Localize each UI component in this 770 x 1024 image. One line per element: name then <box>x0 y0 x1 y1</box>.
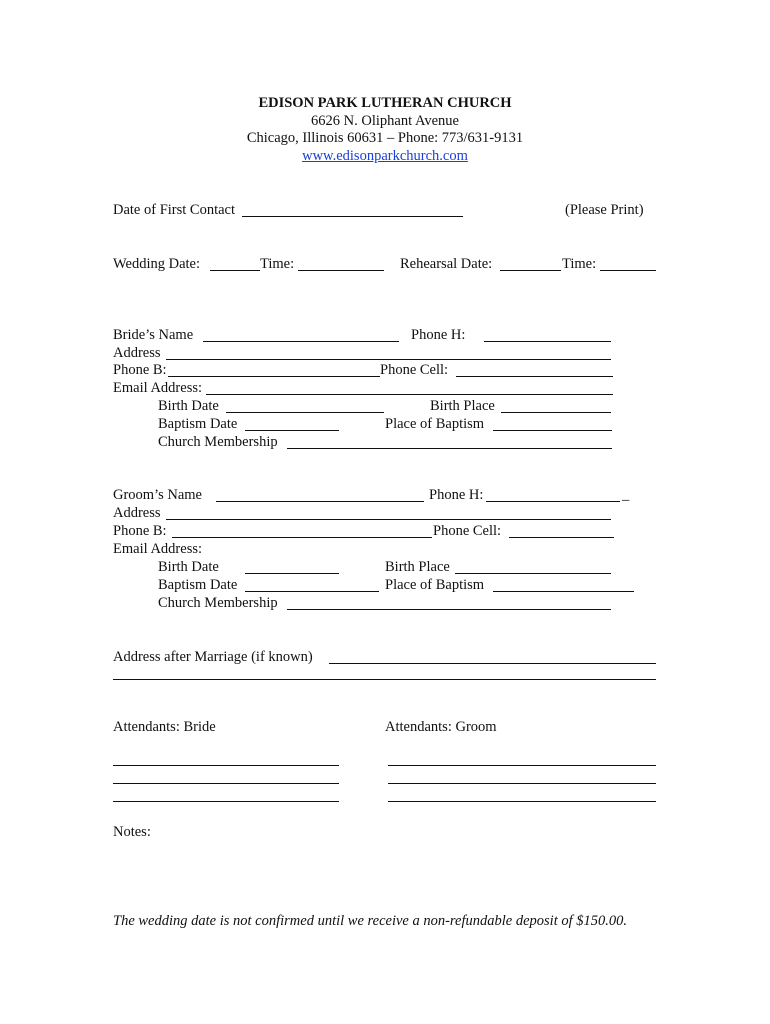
groom-address-label: Address <box>113 505 161 521</box>
attendant-bride-line-1[interactable] <box>113 765 339 766</box>
groom-phone-b-field[interactable] <box>172 537 432 538</box>
bride-church-membership-label: Church Membership <box>158 434 278 450</box>
bride-name-field[interactable] <box>203 341 399 342</box>
groom-birth-date-label: Birth Date <box>158 559 219 575</box>
deposit-notice: The wedding date is not confirmed until we receive a non-refundable deposit of $150.00. <box>113 913 627 929</box>
bride-phone-cell-field[interactable] <box>456 376 613 377</box>
wedding-date-field[interactable] <box>210 270 260 271</box>
attendant-groom-line-3[interactable] <box>388 801 656 802</box>
groom-phone-h-field[interactable] <box>486 501 620 502</box>
groom-baptism-date-field[interactable] <box>245 591 379 592</box>
address-after-marriage-label: Address after Marriage (if known) <box>113 649 313 665</box>
please-print-note: (Please Print) <box>565 202 644 218</box>
bride-birth-place-field[interactable] <box>501 412 611 413</box>
rehearsal-date-label: Rehearsal Date: <box>400 256 493 272</box>
notes-label: Notes: <box>113 824 151 840</box>
groom-name-label: Groom’s Name <box>113 487 202 503</box>
bride-phone-h-label: Phone H: <box>411 327 466 343</box>
groom-place-of-baptism-label: Place of Baptism <box>385 577 485 593</box>
groom-name-field[interactable] <box>216 501 424 502</box>
bride-birth-place-label: Birth Place <box>430 398 495 414</box>
groom-church-membership-field[interactable] <box>287 609 611 610</box>
attendants-groom-label: Attendants: Groom <box>385 719 497 735</box>
bride-email-field[interactable] <box>206 394 613 395</box>
church-street: 6626 N. Oliphant Avenue <box>311 113 459 129</box>
bride-birth-date-label: Birth Date <box>158 398 219 414</box>
address-after-marriage-field-2[interactable] <box>113 679 656 680</box>
address-after-marriage-field-1[interactable] <box>329 663 656 664</box>
bride-phone-h-field[interactable] <box>484 341 611 342</box>
groom-church-membership-label: Church Membership <box>158 595 278 611</box>
groom-phone-cell-label: Phone Cell: <box>433 523 502 539</box>
groom-email-label: Email Address: <box>113 541 203 557</box>
attendants-bride-label: Attendants: Bride <box>113 719 216 735</box>
wedding-time-label: Time: <box>260 256 295 272</box>
church-name: EDISON PARK LUTHERAN CHURCH <box>258 95 512 111</box>
groom-phone-b-label: Phone B: <box>113 523 167 539</box>
rehearsal-time-label: Time: <box>562 256 597 272</box>
date-first-contact-label: Date of First Contact <box>113 202 236 218</box>
bride-birth-date-field[interactable] <box>226 412 384 413</box>
groom-address-field[interactable] <box>166 519 611 520</box>
rehearsal-time-field[interactable] <box>600 270 656 271</box>
bride-baptism-date-field[interactable] <box>245 430 339 431</box>
wedding-time-field[interactable] <box>298 270 384 271</box>
bride-phone-cell-label: Phone Cell: <box>380 362 449 378</box>
church-website-link[interactable]: www.edisonparkchurch.com <box>302 148 468 164</box>
bride-phone-b-field[interactable] <box>168 376 380 377</box>
bride-name-label: Bride’s Name <box>113 327 194 343</box>
attendant-groom-line-2[interactable] <box>388 783 656 784</box>
church-city-phone: Chicago, Illinois 60631 – Phone: 773/631-9131 <box>246 130 524 146</box>
bride-email-label: Email Address: <box>113 380 203 396</box>
bride-baptism-date-label: Baptism Date <box>158 416 238 432</box>
bride-church-membership-field[interactable] <box>287 448 612 449</box>
attendant-bride-line-3[interactable] <box>113 801 339 802</box>
groom-phone-h-trail: _ <box>622 487 630 503</box>
bride-place-of-baptism-field[interactable] <box>493 430 612 431</box>
attendant-groom-line-1[interactable] <box>388 765 656 766</box>
date-first-contact-field[interactable] <box>242 216 463 217</box>
groom-birth-place-field[interactable] <box>455 573 611 574</box>
groom-phone-h-label: Phone H: <box>429 487 484 503</box>
bride-place-of-baptism-label: Place of Baptism <box>385 416 485 432</box>
bride-address-label: Address <box>113 345 161 361</box>
groom-birth-place-label: Birth Place <box>385 559 450 575</box>
bride-address-field[interactable] <box>166 359 611 360</box>
groom-birth-date-field[interactable] <box>245 573 339 574</box>
attendant-bride-line-2[interactable] <box>113 783 339 784</box>
groom-phone-cell-field[interactable] <box>509 537 614 538</box>
wedding-date-label: Wedding Date: <box>113 256 201 272</box>
bride-phone-b-label: Phone B: <box>113 362 167 378</box>
groom-place-of-baptism-field[interactable] <box>493 591 634 592</box>
groom-baptism-date-label: Baptism Date <box>158 577 238 593</box>
rehearsal-date-field[interactable] <box>500 270 561 271</box>
